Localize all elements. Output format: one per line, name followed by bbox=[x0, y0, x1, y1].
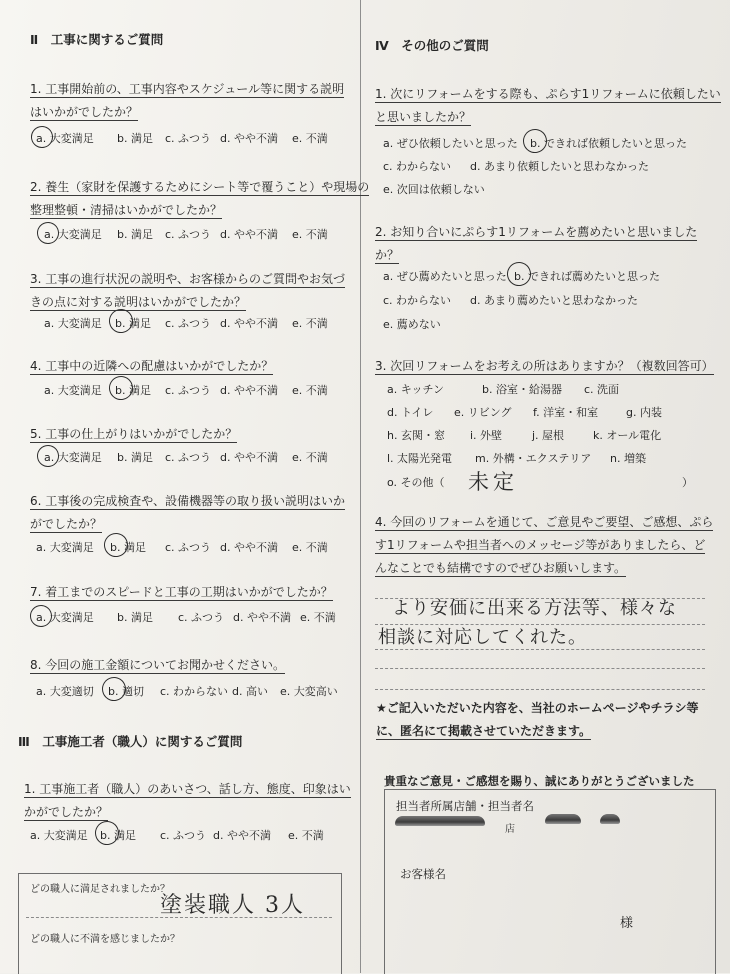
option-d[interactable]: d. やや不満 bbox=[220, 317, 278, 330]
option-c[interactable]: c. ふつう bbox=[165, 228, 212, 241]
redacted-staff-name bbox=[600, 814, 620, 824]
option-d[interactable]: d. やや不満 bbox=[233, 611, 291, 624]
redacted-staff-name bbox=[545, 814, 581, 824]
option-c[interactable]: c. わからない bbox=[383, 160, 452, 173]
option-a[interactable]: a. 大変満足 bbox=[44, 384, 102, 397]
question-6: 6. 工事後の完成検査や、設備機器等の取り扱い説明はいか がでしたか？ bbox=[30, 494, 346, 531]
option-b[interactable]: b. 満足 bbox=[117, 228, 153, 241]
option-a[interactable]: a. 大変満足 bbox=[44, 317, 102, 330]
store-suffix: 店 bbox=[505, 824, 515, 835]
other-question-1: 1. 次にリフォームをする際も、ぷらす1リフォームに依頼したい と思いましたか？ bbox=[375, 87, 721, 124]
column-divider bbox=[360, 0, 361, 973]
comment-line bbox=[375, 689, 705, 690]
answer-line bbox=[26, 917, 332, 918]
option-e[interactable]: e. 不満 bbox=[300, 611, 336, 624]
option-e[interactable]: e. 不満 bbox=[292, 132, 328, 145]
dissatisfied-craftsman-label: どの職人に不満を感じましたか？ bbox=[30, 934, 180, 945]
area-exterior-wall[interactable]: i. 外壁 bbox=[470, 429, 503, 442]
option-e[interactable]: e. 次回は依頼しない bbox=[383, 183, 485, 196]
option-d[interactable]: d. あまり依頼したいと思わなかった bbox=[470, 160, 649, 173]
option-c[interactable]: c. ふつう bbox=[178, 611, 225, 624]
area-living[interactable]: e. リビング bbox=[454, 406, 512, 419]
option-b[interactable]: b. 満足 bbox=[110, 541, 146, 554]
area-other-close: ） bbox=[682, 476, 693, 489]
option-c[interactable]: c. ふつう bbox=[165, 541, 212, 554]
area-washroom[interactable]: c. 洗面 bbox=[584, 383, 620, 396]
option-e[interactable]: e. 大変高い bbox=[280, 685, 338, 698]
option-a[interactable]: a. 大変満足 bbox=[44, 228, 102, 241]
section-title-craftsman: Ⅲ 工事施工者（職人）に関するご質問 bbox=[18, 734, 243, 749]
customer-label: お客様名 bbox=[400, 867, 446, 881]
section-title-construction: Ⅱ 工事に関するご質問 bbox=[30, 32, 164, 47]
option-d[interactable]: d. やや不満 bbox=[220, 384, 278, 397]
option-a[interactable]: a. 大変満足 bbox=[36, 611, 94, 624]
thanks-message: 貴重なご意見・ご感想を賜り、誠にありがとうございました bbox=[384, 774, 695, 788]
option-c[interactable]: c. ふつう bbox=[160, 829, 207, 842]
option-b[interactable]: b. できれば薦めたいと思った bbox=[514, 270, 660, 283]
option-b[interactable]: b. 満足 bbox=[117, 611, 153, 624]
option-b[interactable]: b. 満足 bbox=[100, 829, 136, 842]
satisfied-craftsman-label: どの職人に満足されましたか？ bbox=[30, 884, 170, 895]
option-c[interactable]: c. ふつう bbox=[165, 132, 212, 145]
question-7: 7. 着工までのスピードと工事の工期はいかがでしたか？ bbox=[30, 585, 333, 599]
option-a[interactable]: a. 大変満足 bbox=[44, 451, 102, 464]
area-other-label: o. その他（ bbox=[387, 476, 445, 489]
staff-label: 担当者所属店舗・担当者名 bbox=[396, 799, 534, 813]
option-d[interactable]: d. やや不満 bbox=[220, 132, 278, 145]
satisfied-craftsman-answer[interactable]: 塗装職人 3人 bbox=[160, 893, 305, 918]
option-e[interactable]: e. 不満 bbox=[292, 317, 328, 330]
option-b[interactable]: b. 適切 bbox=[108, 685, 144, 698]
area-other-answer[interactable]: 未定 bbox=[468, 470, 518, 494]
area-kitchen[interactable]: a. キッチン bbox=[387, 383, 444, 396]
option-c[interactable]: c. わからない bbox=[160, 685, 229, 698]
option-e[interactable]: e. 不満 bbox=[288, 829, 324, 842]
option-a[interactable]: a. 大変適切 bbox=[36, 685, 94, 698]
question-1: 1. 工事開始前の、工事内容やスケジュール等に関する説明 はいかがでしたか？ bbox=[30, 82, 345, 119]
area-interior[interactable]: g. 内装 bbox=[626, 406, 662, 419]
other-question-2: 2. お知り合いにぷらす1リフォームを薦めたいと思いました か？ bbox=[375, 225, 698, 262]
question-3: 3. 工事の進行状況の説明や、お客様からのご質問やお気づ きの点に対する説明はいかがでしたか？ bbox=[30, 272, 346, 309]
option-a[interactable]: a. 大変満足 bbox=[36, 132, 94, 145]
option-b[interactable]: b. 満足 bbox=[117, 132, 153, 145]
option-b[interactable]: b. 満足 bbox=[115, 317, 151, 330]
other-question-4: 4. 今回のリフォームを通じて、ご意見やご要望、ご感想、ぷら す1リフォームや担当者へのメッセージ等がありましたら、ど んなことでも結構ですのでぜひお願いします。 bbox=[375, 515, 714, 575]
publication-notice: ★ご記入いただいた内容を、当社のホームページやチラシ等 に、匿名にて掲載させていただきます。 bbox=[376, 701, 699, 738]
question-2: 2. 養生（家財を保護するためにシート等で覆うこと）や現場の 整理整頓・清掃はいかがでしたか？ bbox=[30, 180, 370, 217]
option-c[interactable]: c. ふつう bbox=[165, 451, 212, 464]
area-all-electric[interactable]: k. オール電化 bbox=[593, 429, 662, 442]
area-rooms[interactable]: f. 洋室・和室 bbox=[533, 406, 599, 419]
question-5: 5. 工事の仕上がりはいかがでしたか？ bbox=[30, 427, 238, 441]
redacted-store bbox=[395, 816, 485, 826]
area-roof[interactable]: j. 屋根 bbox=[532, 429, 565, 442]
comment-answer-line-1[interactable]: より安価に出来る方法等、様々な bbox=[392, 598, 677, 619]
option-d[interactable]: d. やや不満 bbox=[220, 541, 278, 554]
option-e[interactable]: e. 不満 bbox=[292, 451, 328, 464]
comment-line bbox=[375, 649, 705, 650]
area-bath[interactable]: b. 浴室・給湯器 bbox=[482, 383, 562, 396]
craftsman-question-1: 1. 工事施工者（職人）のあいさつ、話し方、態度、印象はい かがでしたか？ bbox=[24, 782, 351, 819]
honorific: 様 bbox=[620, 916, 634, 931]
option-c[interactable]: c. ふつう bbox=[165, 384, 212, 397]
option-d[interactable]: d. やや不満 bbox=[220, 228, 278, 241]
area-exterior[interactable]: m. 外構・エクステリア bbox=[475, 452, 592, 465]
comment-line bbox=[375, 668, 705, 669]
option-e[interactable]: e. 不満 bbox=[292, 228, 328, 241]
option-b[interactable]: b. 満足 bbox=[117, 451, 153, 464]
question-8: 8. 今回の施工金額についてお聞かせください。 bbox=[30, 658, 286, 672]
area-entrance[interactable]: h. 玄関・窓 bbox=[387, 429, 445, 442]
option-b[interactable]: b. できれば依頼したいと思った bbox=[530, 137, 687, 150]
option-d[interactable]: d. あまり薦めたいと思わなかった bbox=[470, 294, 638, 307]
option-c[interactable]: c. ふつう bbox=[165, 317, 212, 330]
option-e[interactable]: e. 薦めない bbox=[383, 318, 441, 331]
comment-answer-line-2[interactable]: 相談に対応してくれた。 bbox=[378, 627, 587, 648]
question-4: 4. 工事中の近隣への配慮はいかがでしたか？ bbox=[30, 359, 274, 373]
option-a[interactable]: a. 大変満足 bbox=[30, 829, 88, 842]
option-a[interactable]: a. 大変満足 bbox=[36, 541, 94, 554]
other-question-3: 3. 次回リフォームをお考えの所はありますか？（複数回答可） bbox=[375, 359, 714, 373]
option-b[interactable]: b. 満足 bbox=[115, 384, 151, 397]
option-e[interactable]: e. 不満 bbox=[292, 541, 328, 554]
option-a[interactable]: a. ぜひ薦めたいと思った bbox=[383, 270, 507, 283]
area-solar[interactable]: l. 太陽光発電 bbox=[387, 452, 453, 465]
option-c[interactable]: c. わからない bbox=[383, 294, 452, 307]
area-toilet[interactable]: d. トイレ bbox=[387, 406, 434, 419]
option-d[interactable]: d. 高い bbox=[232, 685, 268, 698]
area-extension[interactable]: n. 増築 bbox=[610, 452, 646, 465]
option-d[interactable]: d. やや不満 bbox=[220, 451, 278, 464]
section-title-other: Ⅳ その他のご質問 bbox=[375, 38, 489, 53]
option-e[interactable]: e. 不満 bbox=[292, 384, 328, 397]
option-d[interactable]: d. やや不満 bbox=[213, 829, 271, 842]
option-a[interactable]: a. ぜひ依頼したいと思った bbox=[383, 137, 518, 150]
